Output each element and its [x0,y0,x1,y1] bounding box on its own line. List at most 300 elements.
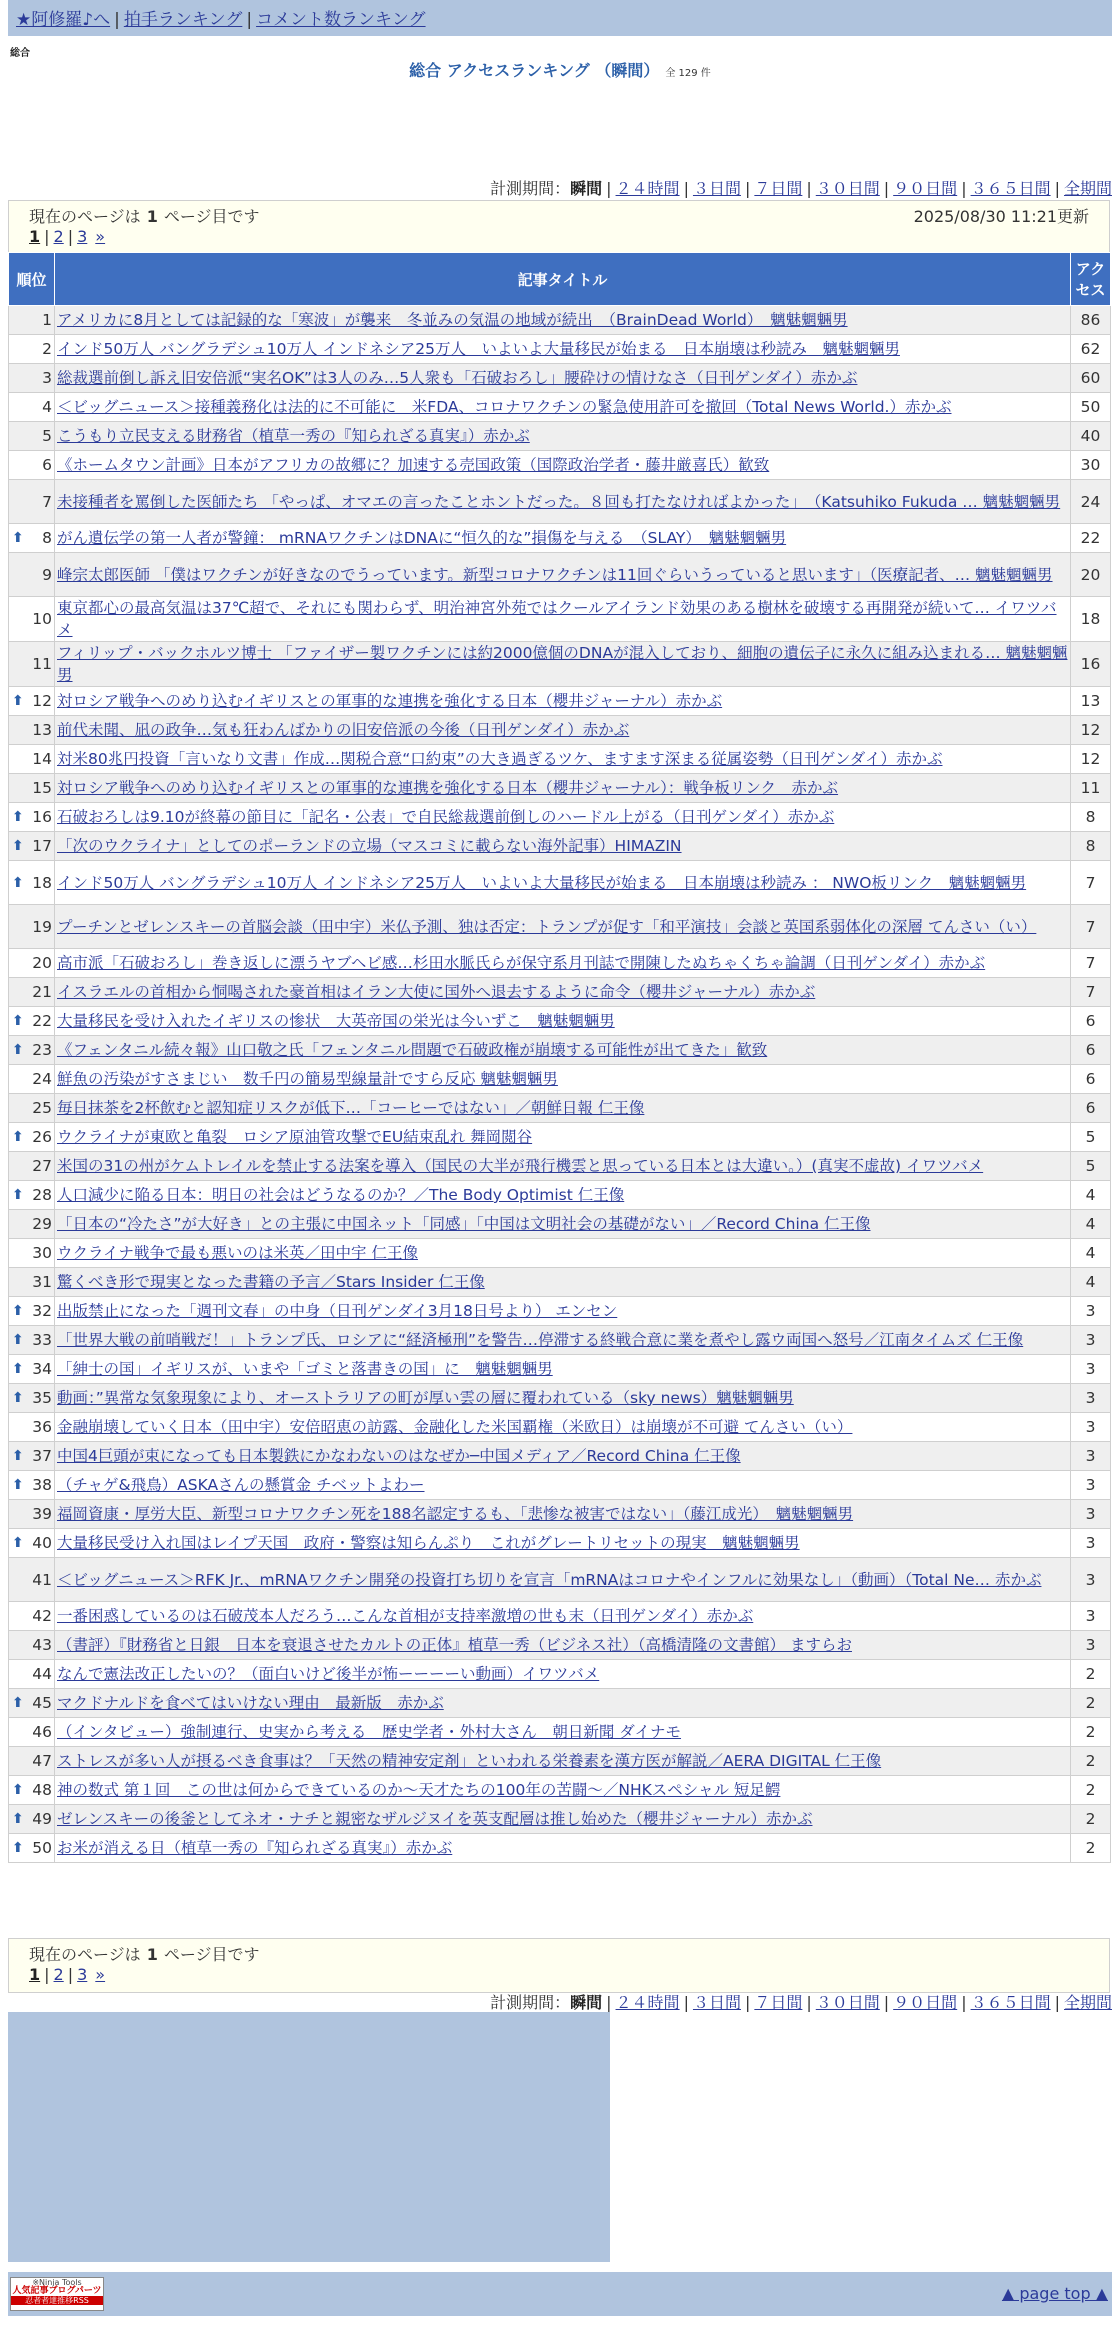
title-cell [55,1602,1071,1631]
title-cell [55,306,1071,335]
table-row [9,1602,1111,1631]
rank-cell [9,1152,55,1181]
access-count: 3 [1071,1355,1111,1384]
table-row [9,1181,1111,1210]
period-separator: | [806,1993,812,2012]
access-count: 20 [1071,553,1111,597]
pager-status [29,204,260,227]
title-cell [55,451,1071,480]
up-arrow-icon: ⬆ [12,1013,24,1029]
page-link[interactable]: 3 [77,1965,88,1984]
rank-cell [9,1036,55,1065]
rank-number: 3 [42,369,52,387]
rank-cell [9,524,55,553]
rank-cell [9,1718,55,1747]
article-link[interactable]: 対ロシア戦争へのめり込むイギリスとの軍事的な連携を強化する日本（櫻井ジャーナル）：戦争板リンク 赤かぶ [57,779,839,797]
pager-prefix: 現在のページは [29,207,141,226]
period-option-link[interactable]: ３０日間 [815,1993,880,2012]
article-link[interactable]: 神の数式 第１回 この世は何からできているのか〜天才たちの100年の苦闘〜／NHKスペシャル 短足鰐 [57,1781,781,1799]
rank-number: 18 [32,873,52,892]
table-row [9,1007,1111,1036]
rank-cell [9,642,55,687]
update-timestamp: 2025/08/30 11:21更新 [913,207,1089,226]
table-row [9,597,1111,642]
table-row [9,774,1111,803]
access-count: 7 [1071,905,1111,949]
period-option-link[interactable]: ３６５日間 [970,179,1051,198]
table-row [9,1268,1111,1297]
access-count: 3 [1071,1529,1111,1558]
rank-cell [9,1326,55,1355]
rank-number: 23 [32,1041,52,1059]
rank-cell [9,1776,55,1805]
table-row [9,1123,1111,1152]
article-link[interactable]: 峰宗太郎医師 「僕はワクチンが好きなのでうっています。新型コロナワクチンは11回ぐらいうっていると思います」（医療記者、… 魑魅魍魎男 [57,565,1053,584]
rank-cell [9,553,55,597]
pager-links [29,1965,1089,1989]
rank-cell [9,1007,55,1036]
access-count: 3 [1071,1500,1111,1529]
pager-separator: | [44,1965,50,1984]
access-count: 3 [1071,1631,1111,1660]
title-cell [55,1094,1071,1123]
period-separator: | [606,1993,612,2012]
rank-number: 13 [32,721,52,739]
access-count: 3 [1071,1326,1111,1355]
period-option-link[interactable]: ７日間 [754,179,803,198]
table-row [9,1152,1111,1181]
ranking-rows [9,306,1111,1863]
rank-number: 22 [32,1012,52,1030]
table-row [9,803,1111,832]
badge-line3: 忍者者達推移RSS [11,2296,103,2305]
rank-cell [9,1689,55,1718]
rank-cell [9,1065,55,1094]
access-count: 86 [1071,306,1111,335]
rank-number: 30 [32,1244,52,1262]
page [8,0,1112,2305]
article-link[interactable]: （書評）『財務省と日銀 日本を衰退させたカルトの正体』植草一秀（ビジネス社）（高橋清隆の文書館） ますらお [57,1636,852,1654]
table-row [9,1094,1111,1123]
article-link[interactable]: プーチンとゼレンスキーの首脳会談（田中宇）米仏予測、独は否定：トランプが促す「和平演技」会談と英国系弱体化の深層 てんさい（い） [57,917,1037,936]
article-link[interactable]: 米国の31の州がケムトレイルを禁止する法案を導入（国民の大半が飛行機雲と思っている日本とは大違い。）(真実不虚故) イワツバメ [57,1157,984,1175]
article-link[interactable]: 鮮魚の汚染がすさまじい 数千円の簡易型線量計ですら反応 魑魅魍魎男 [57,1070,558,1088]
title-cell [55,1007,1071,1036]
access-count: 2 [1071,1747,1111,1776]
rank-cell [9,1355,55,1384]
article-link[interactable]: マクドナルドを食べてはいけない理由 最新版 赤かぶ [57,1694,444,1712]
rank-cell [9,451,55,480]
rank-cell [9,1442,55,1471]
title-cell [55,949,1071,978]
table-row [9,1689,1111,1718]
period-label: 計測期間： [490,1993,571,2012]
up-arrow-icon: ⬆ [12,838,24,854]
up-arrow-icon: ⬆ [12,1042,24,1058]
ranking-table [8,252,1111,1863]
rank-number: 25 [32,1099,52,1117]
title-cell [55,716,1071,745]
up-arrow-icon: ⬆ [12,1303,24,1319]
article-link[interactable]: 人口減少に陥る日本：明日の社会はどうなるのか？／The Body Optimist 仁王像 [57,1186,625,1204]
ranking-title [8,58,1112,81]
table-row [9,1500,1111,1529]
table-row [9,1065,1111,1094]
rank-number: 16 [32,808,52,826]
period-selector-top [8,176,1112,199]
title-cell [55,1558,1071,1602]
rank-cell [9,861,55,905]
rank-cell [9,803,55,832]
article-link[interactable]: 大量移民を受け入れたイギリスの惨状 大英帝国の栄光は今いずこ 魑魅魍魎男 [57,1012,615,1030]
up-arrow-icon: ⬆ [12,1782,24,1798]
pager-status [29,1942,260,1965]
access-count: 3 [1071,1471,1111,1500]
title-cell [55,1326,1071,1355]
rank-cell [9,393,55,422]
article-link[interactable]: アメリカに8月としては記録的な「寒波」が襲来 冬並みの気温の地域が続出 （BrainDead World） 魑魅魍魎男 [57,311,848,329]
title-cell [55,745,1071,774]
access-count: 4 [1071,1181,1111,1210]
up-arrow-icon: ⬆ [12,1477,24,1493]
table-row [9,642,1111,687]
rank-number: 15 [32,779,52,797]
access-count: 22 [1071,524,1111,553]
table-row [9,422,1111,451]
pager-status-row [29,204,1089,227]
period-option-link[interactable]: ３０日間 [815,179,880,198]
table-row [9,1558,1111,1602]
period-separator: | [883,179,890,198]
article-link[interactable]: 未接種者を罵倒した医師たち 「やっぱ、オマエの言ったことホントだった。８回も打たなければよかった」 （Katsuhiko Fukuda … 魑魅魍魎男 [57,492,1061,511]
period-option-link[interactable]: ７日間 [754,1993,803,2012]
rank-number: 2 [42,340,52,358]
title-cell [55,905,1071,949]
period-separator: | [683,1993,689,2012]
title-cell [55,803,1071,832]
access-count: 2 [1071,1805,1111,1834]
rank-number: 31 [32,1273,52,1291]
access-count: 3 [1071,1384,1111,1413]
rank-cell [9,335,55,364]
title-header: 記事タイトル [55,253,1071,306]
article-link[interactable]: 大量移民受け入れ国はレイプ天国 政府・警察は知らんぷり これがグレートリセットの現実 魑魅魍魎男 [57,1534,800,1552]
table-row [9,861,1111,905]
page-current: 1 [29,1965,41,1984]
rank-cell [9,1660,55,1689]
rank-number: 19 [32,917,52,936]
table-row [9,949,1111,978]
rank-cell [9,364,55,393]
article-link[interactable]: ゼレンスキーの後釜としてネオ・ナチと親密なザルジヌイを英支配層は推し始めた（櫻井ジャーナル）赤かぶ [57,1810,813,1828]
table-row [9,1776,1111,1805]
rank-cell [9,1413,55,1442]
access-count: 62 [1071,335,1111,364]
access-count: 2 [1071,1718,1111,1747]
page-top-link[interactable]: ▲ page top ▲ [1001,2284,1108,2303]
rank-number: 49 [32,1810,52,1828]
table-row [9,480,1111,524]
up-arrow-icon: ⬆ [12,1695,24,1711]
period-option-active: 瞬間 [570,179,603,198]
title-cell [55,687,1071,716]
access-count: 12 [1071,716,1111,745]
rank-number: 39 [32,1505,52,1523]
article-link[interactable]: 東京都心の最高気温は37℃超で、それにも関わらず、明治神宮外苑ではクールアイランド効果のある樹林を破壊する再開発が続いて… イワツバメ [57,599,1057,639]
title-cell [55,774,1071,803]
rank-number: 27 [32,1157,52,1175]
access-count: 16 [1071,642,1111,687]
article-link[interactable]: 金融崩壊していく日本（田中宇）安倍昭恵の訪露、金融化した米国覇権（米欧日）は崩壊が不可避 てんさい（い） [57,1418,853,1436]
table-row [9,1384,1111,1413]
table-row [9,1413,1111,1442]
table-row [9,393,1111,422]
rank-cell [9,1297,55,1326]
access-count: 50 [1071,393,1111,422]
article-link[interactable]: 《ホームタウン計画》日本がアフリカの故郷に？加速する売国政策（国際政治学者・藤井厳喜氏）歓致 [57,456,770,474]
rank-number: 36 [32,1418,52,1436]
nav-separator: | [114,10,120,30]
rank-number: 33 [32,1331,52,1349]
article-link[interactable]: （インタビュー）強制連行、史実から考える 歴史学者・外村大さん 朝日新聞 ダイナモ [57,1723,682,1741]
access-count: 3 [1071,1297,1111,1326]
period-separator: | [606,179,612,198]
table-row [9,1297,1111,1326]
article-link[interactable]: インド50万人 バングラデシュ10万人 インドネシア25万人 いよいよ大量移民が始まる 日本崩壊は秒読み ： NWO板リンク 魑魅魍魎男 [57,873,1027,892]
access-count: 7 [1071,949,1111,978]
article-link[interactable]: 《フェンタニル続々報》山口敬之氏「フェンタニル問題で石破政権が崩壊する可能性が出てきた」歓致 [57,1041,768,1059]
article-link[interactable]: 中国4巨頭が束になっても日本製鉄にかなわないのはなぜか─中国メディア／Record China 仁王像 [57,1447,741,1465]
article-link[interactable]: 「紳士の国」イギリスが、いまや「ゴミと落書きの国」に 魑魅魍魎男 [57,1360,553,1378]
access-count: 3 [1071,1602,1111,1631]
rank-number: 48 [32,1781,52,1799]
rank-cell [9,1239,55,1268]
table-row [9,1718,1111,1747]
rank-cell [9,687,55,716]
rank-cell [9,832,55,861]
period-option-link[interactable]: ３日間 [692,179,741,198]
pager-prefix: 現在のページは [29,1945,141,1964]
rank-number: 35 [32,1389,52,1407]
rank-number: 28 [32,1186,52,1204]
page-link[interactable]: 3 [77,227,88,246]
badge-line1: ※Ninja Tools [32,2278,82,2287]
rank-number: 29 [32,1215,52,1233]
article-link[interactable]: フィリップ・バックホルツ博士 「ファイザー製ワクチンには約2000億個のDNAが混入しており、細胞の遺伝子に永久に組み込まれる… 魑魅魍魎男 [57,644,1068,684]
page-next-link[interactable]: » [95,227,106,246]
period-option-link[interactable]: ２４時間 [615,179,680,198]
period-separator: | [806,179,812,198]
period-option-link[interactable]: ３６５日間 [970,1993,1051,2012]
article-link[interactable]: 「次のウクライナ」としてのポーランドの立場（マスコミに載らない海外記事）HIMAZIN [57,837,682,855]
rank-number: 40 [32,1534,52,1552]
rank-cell [9,1123,55,1152]
rank-number: 7 [42,492,52,511]
access-count: 8 [1071,832,1111,861]
rank-cell [9,422,55,451]
access-count: 2 [1071,1660,1111,1689]
rank-cell [9,949,55,978]
rank-number: 11 [32,655,52,673]
up-arrow-icon: ⬆ [12,530,24,546]
access-count: 4 [1071,1268,1111,1297]
rank-cell [9,1631,55,1660]
access-count: 18 [1071,597,1111,642]
article-link[interactable]: 対米80兆円投資「言いなり文書」作成…関税合意“口約束”の大き過ぎるツケ、ますます深まる従属姿勢（日刊ゲンダイ）赤かぶ [57,750,943,768]
clap-ranking-link[interactable]: 拍手ランキング [123,10,243,30]
article-link[interactable]: ＜ビッグニュース＞RFK Jr.、mRNAワクチン開発の投資打ち切りを宣言「mRNAはコロナやインフルに効果なし」（動画）（Total Ne… 赤かぶ [57,1570,1042,1589]
rank-cell [9,306,55,335]
table-row [9,1471,1111,1500]
article-link[interactable]: 対ロシア戦争へのめり込むイギリスとの軍事的な連携を強化する日本（櫻井ジャーナル）赤かぶ [57,692,723,710]
rank-cell [9,1558,55,1602]
table-row [9,1747,1111,1776]
title-cell [55,1500,1071,1529]
up-arrow-icon: ⬆ [12,693,24,709]
article-link[interactable]: ウクライナが東欧と亀裂 ロシア原油管攻撃でEU結束乱れ 舞岡閲谷 [57,1128,533,1146]
rank-cell [9,1500,55,1529]
article-link[interactable]: ＜ビッグニュース＞接種義務化は法的に不可能に 米FDA、コロナワクチンの緊急使用許可を撤回（Total News World.）赤かぶ [57,398,952,416]
article-link[interactable]: 動画：”異常な気象現象により、オーストラリアの町が厚い雲の層に覆われている（sky news）魑魅魍魎男 [57,1389,794,1407]
rank-number: 37 [32,1447,52,1465]
rank-number: 26 [32,1128,52,1146]
top-nav [8,0,1112,36]
rank-number: 32 [32,1302,52,1320]
table-row [9,745,1111,774]
period-option-link[interactable]: ２４時間 [615,1993,680,2012]
access-count: 4 [1071,1239,1111,1268]
article-link[interactable]: 総裁選前倒し訴え旧安倍派“実名OK”は3人のみ…5人衆も「石破おろし」腰砕けの情けなさ（日刊ゲンダイ）赤かぶ [57,369,858,387]
article-link[interactable]: 「日本の“冷たさ”が大好き」との主張に中国ネット「同感」「中国は文明社会の基礎がない」／Record China 仁王像 [57,1215,871,1233]
up-arrow-icon: ⬆ [12,1535,24,1551]
rank-cell [9,716,55,745]
article-link[interactable]: 驚くべき形で現実となった書籍の予言／Stars Insider 仁王像 [57,1273,485,1291]
article-link[interactable]: 「世界大戦の前哨戦だ！」トランプ氏、ロシアに“経済極刑”を警告…停滞する終戦合意に業を煮やし露ウ両国へ怒号／江南タイムズ 仁王像 [57,1331,1024,1349]
footer [8,2272,1112,2316]
access-count: 12 [1071,745,1111,774]
page-link[interactable]: 2 [53,227,64,246]
period-separator: | [883,1993,890,2012]
table-row [9,1631,1111,1660]
pager-status-row [29,1942,1089,1965]
comment-ranking-link[interactable]: コメント数ランキング [256,10,426,30]
article-link[interactable]: なんで憲法改正したいの？（面白いけど後半が怖ーーーーい動画）イワツバメ [57,1665,600,1683]
up-arrow-icon: ⬆ [12,874,24,891]
page-link[interactable]: 2 [53,1965,64,1984]
table-row [9,524,1111,553]
access-count: 5 [1071,1123,1111,1152]
rank-number: 20 [32,954,52,972]
title-cell [55,1442,1071,1471]
ad-placeholder [8,2012,610,2262]
title-cell [55,524,1071,553]
article-link[interactable]: お米が消える日（植草一秀の『知られざる真実』）赤かぶ [57,1839,453,1857]
period-option-link[interactable]: ９０日間 [893,1993,958,2012]
article-link[interactable]: 出版禁止になった「週刊文春」の中身（日刊ゲンダイ3月18日号より） エンセン [57,1302,618,1320]
access-count: 13 [1071,687,1111,716]
rank-cell [9,1834,55,1863]
pager-bottom [8,1938,1110,1993]
access-count: 3 [1071,1442,1111,1471]
title-cell [55,1471,1071,1500]
access-count: 4 [1071,1210,1111,1239]
period-option-link[interactable]: ９０日間 [893,179,958,198]
rank-number: 1 [42,311,52,329]
period-option-link[interactable]: 全期間 [1063,1993,1112,2012]
pager-current-number: 1 [146,1945,158,1964]
home-link[interactable]: ★阿修羅♪へ [16,10,111,30]
rank-cell [9,1268,55,1297]
up-arrow-icon: ⬆ [12,1390,24,1406]
article-link[interactable]: ストレスが多い人が摂るべき食事は？「天然の精神安定剤」といわれる栄養素を漢方医が解説／AERA DIGITAL 仁王像 [57,1752,882,1770]
title-cell [55,1181,1071,1210]
pager-current-number: 1 [146,207,158,226]
article-link[interactable]: （チャゲ&飛鳥）ASKAさんの懸賞金 チベットよわー [57,1476,425,1494]
access-count: 6 [1071,1036,1111,1065]
period-separator: | [1054,179,1060,198]
rank-number: 5 [42,427,52,445]
up-arrow-icon: ⬆ [12,1448,24,1464]
period-option-link[interactable]: ３日間 [692,1993,741,2012]
article-link[interactable]: 一番困惑しているのは石破茂本人だろう…こんな首相が支持率激増の世も末（日刊ゲンダイ）赤かぶ [57,1607,754,1625]
rank-cell [9,978,55,1007]
period-selector-bottom [8,1990,1112,2013]
rank-number: 9 [42,565,52,584]
pager-separator: | [44,227,50,246]
table-row [9,716,1111,745]
period-option-link[interactable]: 全期間 [1063,179,1112,198]
ninja-tools-badge[interactable] [10,2277,104,2311]
rank-number: 14 [32,750,52,768]
up-arrow-icon: ⬆ [12,1811,24,1827]
article-link[interactable]: 福岡資康・厚労大臣、新型コロナワクチン死を188名認定するも、「悲惨な被害ではない」（藤江成光） 魑魅魍魎男 [57,1505,854,1523]
article-link[interactable]: こうもり立民支える財務省（植草一秀の『知られざる真実』）赤かぶ [57,427,530,445]
table-row [9,832,1111,861]
table-row [9,687,1111,716]
title-cell [55,1297,1071,1326]
title-cell [55,1065,1071,1094]
title-cell [55,364,1071,393]
rank-cell [9,597,55,642]
article-link[interactable]: 前代未聞、凪の政争…気も狂わんばかりの旧安倍派の今後（日刊ゲンダイ）赤かぶ [57,721,630,739]
page-current: 1 [29,227,41,246]
title-cell [55,1384,1071,1413]
title-cell [55,1413,1071,1442]
title-cell [55,480,1071,524]
article-link[interactable]: 毎日抹茶を2杯飲むと認知症リスクが低下…「コーヒーではない」／朝鮮日報 仁王像 [57,1099,645,1117]
table-row [9,978,1111,1007]
rank-number: 34 [32,1360,52,1378]
rank-header: 順位 [9,253,55,306]
period-separator: | [961,179,967,198]
pager-separator: | [67,227,74,246]
table-row [9,364,1111,393]
article-link[interactable]: インド50万人 バングラデシュ10万人 インドネシア25万人 いよいよ大量移民が始まる 日本崩壊は秒読み 魑魅魍魎男 [57,340,900,358]
article-link[interactable]: イスラエルの首相から恫喝された豪首相はイラン大使に国外へ退去するように命令（櫻井ジャーナル）赤かぶ [57,983,816,1001]
period-option-active: 瞬間 [570,1993,603,2012]
article-link[interactable]: がん遺伝学の第一人者が警鐘： mRNAワクチンはDNAに“恒久的な”損傷を与える （SLAY） 魑魅魍魎男 [57,529,787,547]
title-cell [55,1268,1071,1297]
access-count: 40 [1071,422,1111,451]
access-header: アクセス [1071,253,1111,306]
page-next-link[interactable]: » [95,1965,106,1984]
article-link[interactable]: ウクライナ戦争で最も悪いのは米英／田中宇 仁王像 [57,1244,418,1262]
pager-suffix: ページ目です [163,1945,260,1964]
article-link[interactable]: 高市派「石破おろし」巻き返しに漂うヤブヘビ感…杉田水脈氏らが保守系月刊誌で開陳したぬちゃくちゃ論調（日刊ゲンダイ）赤かぶ [57,954,986,972]
nav-separator: | [246,10,253,30]
access-count: 24 [1071,480,1111,524]
article-link[interactable]: 石破おろしは9.10が終幕の節目に「記名・公表」で自民総裁選前倒しのハードル上がる（日刊ゲンダイ）赤かぶ [57,808,835,826]
